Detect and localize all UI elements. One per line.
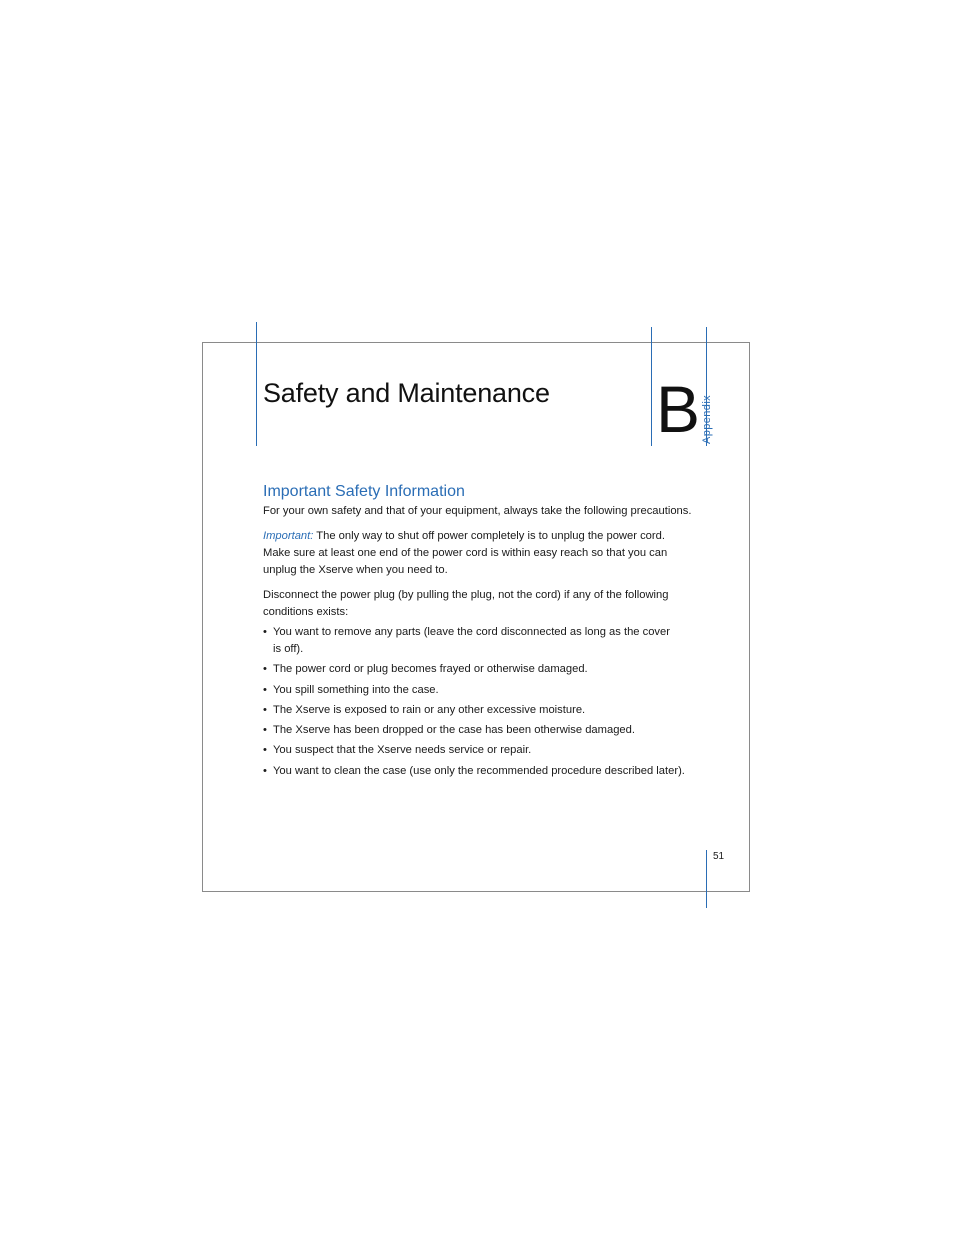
- bullet-dot: •: [263, 724, 267, 737]
- list-item-text: You want to clean the case (use only the recommended procedure described later).: [273, 764, 685, 777]
- list-item-text: The Xserve is exposed to rain or any other excessive moisture.: [273, 703, 586, 716]
- important-line-1: The only way to shut off power completely is to unplug the power cord.: [316, 530, 665, 542]
- disconnect-line-1: Disconnect the power plug (by pulling the plug, not the cord) if any of the following: [263, 589, 669, 601]
- list-item-text: You suspect that the Xserve needs service or repair.: [273, 744, 532, 757]
- bullet-dot: •: [263, 683, 267, 696]
- list-item: [263, 722, 713, 739]
- list-item-text: The power cord or plug becomes frayed or otherwise damaged.: [273, 663, 588, 676]
- list-item: [263, 682, 713, 699]
- bullet-dot: •: [263, 703, 267, 716]
- letter-rule-left: [651, 327, 652, 446]
- conditions-list: [263, 624, 713, 783]
- intro-paragraph: [263, 503, 713, 520]
- bullet-dot: •: [263, 744, 267, 757]
- bullet-dot: •: [263, 663, 267, 676]
- important-line-2: Make sure at least one end of the power cord is within easy reach so that you can: [263, 547, 668, 559]
- title-rule-left: [256, 322, 257, 446]
- disconnect-paragraph: [263, 587, 713, 621]
- important-paragraph: [263, 528, 713, 579]
- list-item: [263, 702, 713, 719]
- page-number: 51: [713, 851, 725, 862]
- intro-text: For your own safety and that of your equipment, always take the following precautions.: [263, 505, 692, 517]
- chapter-letter: B: [656, 372, 701, 446]
- list-item-text: You want to remove any parts (leave the cord disconnected as long as the cover: [273, 626, 670, 638]
- page-number-rule: [706, 850, 707, 908]
- chapter-title: Safety and Maintenance: [263, 378, 550, 408]
- list-item-text: The Xserve has been dropped or the case has been otherwise damaged.: [273, 724, 635, 737]
- important-label: Important:: [263, 530, 314, 542]
- list-item: [263, 624, 713, 658]
- list-item: [263, 742, 713, 759]
- list-item-text-continued: is off).: [273, 643, 304, 655]
- important-line-3: unplug the Xserve when you need to.: [263, 564, 448, 576]
- bullet-dot: •: [263, 764, 267, 777]
- bullet-dot: •: [263, 626, 267, 638]
- appendix-label: Appendix: [701, 394, 713, 444]
- list-item: [263, 661, 713, 678]
- list-item-text: You spill something into the case.: [273, 683, 439, 696]
- section-heading: Important Safety Information: [263, 483, 465, 500]
- disconnect-line-2: conditions exists:: [263, 606, 349, 618]
- list-item: [263, 763, 713, 780]
